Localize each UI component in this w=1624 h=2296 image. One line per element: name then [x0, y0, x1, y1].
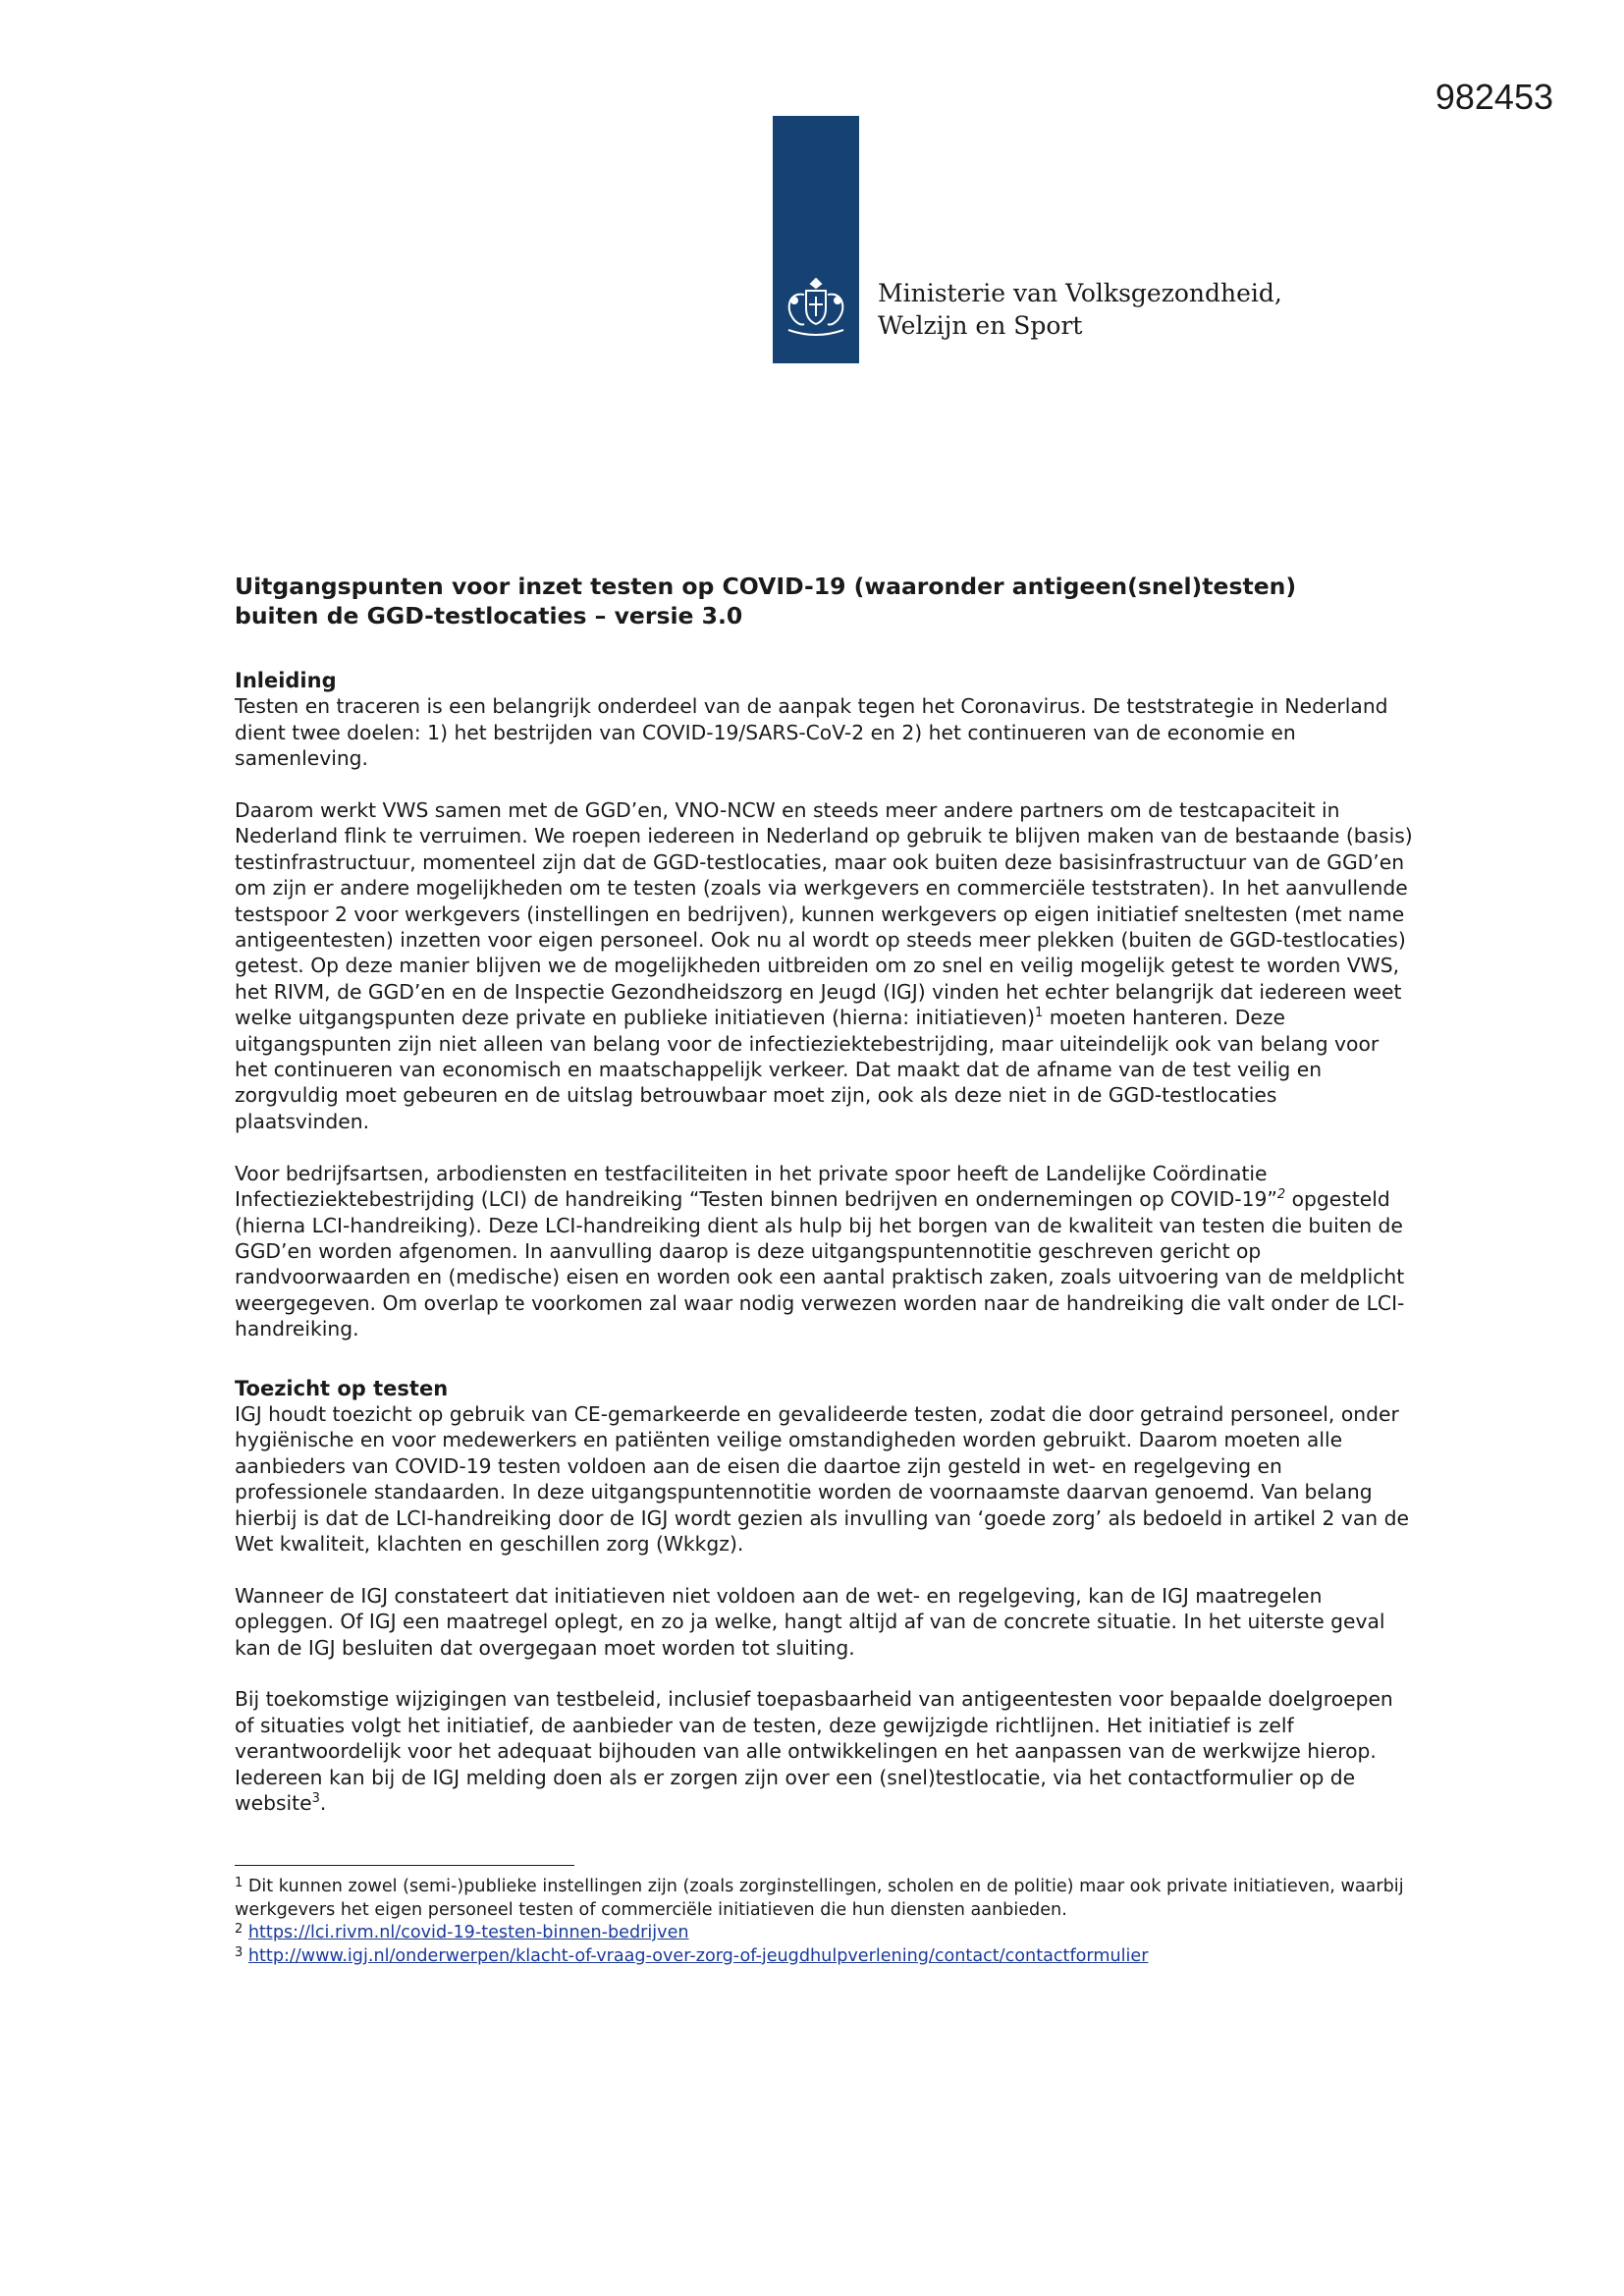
paragraph-intro-3-text-b: opgesteld (hierna LCI-handreiking). Deze LCI-handreiking dient als hulp bij het borgen van de kwaliteit van testen die buiten de GGD’en worden afgenomen. In aanvulling daarop is deze uitgangspuntennotitie geschreven gericht op randvoorwaarden en (medische) eisen en worden ook een aantal praktisch zaken, zoals uitvoering van de meldplicht weergegeven. Om overlap te voorkomen zal waar nodig verwezen worden naar de handreiking die valt onder de LCI-handreiking.	[235, 1187, 1405, 1341]
document-title	[235, 572, 1413, 630]
footnote-link-igj[interactable]: http://www.igj.nl/onderwerpen/klacht-of-vraag-over-zorg-of-jeugdhulpverlening/contact/contactformulier	[247, 1945, 1149, 1966]
document-title-line2: buiten de GGD-testlocaties – versie 3.0	[235, 602, 743, 629]
footnote-1	[235, 1876, 1413, 1922]
paragraph-supervision-3-text-b: .	[319, 1791, 327, 1815]
footnote-number: 1	[235, 1876, 244, 1890]
document-number: 982453	[1435, 77, 1553, 117]
coat-of-arms-icon	[777, 273, 855, 342]
footnote-link-lci[interactable]: https://lci.rivm.nl/covid-19-testen-binnen-bedrijven	[247, 1923, 689, 1942]
paragraph-intro-2	[235, 797, 1413, 1134]
footnote-3	[235, 1945, 1413, 1969]
ministry-name-line1: Ministerie van Volksgezondheid,	[878, 279, 1282, 307]
footnote-ref-2[interactable]: 2	[1276, 1187, 1286, 1203]
paragraph-supervision-1: IGJ houdt toezicht op gebruik van CE-gemarkeerde en gevalideerde testen, zodat die door getraind personeel, onder hygiënische en voor medewerkers en patiënten veilige omstandigheden worden gebruikt. Daarom moeten alle aanbieders van COVID-19 testen voldoen aan de eisen die daartoe zijn gesteld in wet- en regelgeving en professionele standaarden. In deze uitgangspuntennotitie worden de voornaamste daarvan genoemd. Van belang hierbij is dat de LCI-handreiking door de IGJ wordt gezien als invulling van ‘goede zorg’ als bedoeld in artikel 2 van de Wet kwaliteit, klachten en geschillen zorg (Wkkgz).	[235, 1401, 1409, 1556]
ministry-name	[878, 277, 1282, 342]
paragraph-intro-1: Testen en traceren is een belangrijk onderdeel van de aanpak tegen het Coronavirus. De teststrategie in Nederland dient twee doelen: 1) het bestrijden van COVID-19/SARS-CoV-2 en 2) het continueren van de economie en samenleving.	[235, 694, 1388, 771]
ministry-logo-bar	[773, 116, 859, 363]
paragraph-intro-2-text-a: Daarom werkt VWS samen met de GGD’en, VNO-NCW en steeds meer andere partners om de testcapaciteit in Nederland flink te verruimen. We roepen iedereen in Nederland op gebruik te blijven maken van de bestaande (basis) testinfrastructuur, momenteel zijn dat de GGD-testlocaties, maar ook buiten deze basisinfrastructuur van de GGD’en om zijn er andere mogelijkheden om te testen (zoals via werkgevers en commerciële teststraten). In het aanvullende testspoor 2 voor werkgevers (instellingen en bedrijven), kunnen werkgevers op eigen initiatief sneltesten (met name antigeentesten) inzetten voor eigen personeel. Ook nu al wordt op steeds meer plekken (buiten de GGD-testlocaties) getest. Op deze manier blijven we de mogelijkheden uitbreiden om zo snel en veilig mogelijk getest te worden VWS, het RIVM, de GGD’en en de Inspectie Gezondheidszorg en Jeugd (IGJ) vinden het echter belangrijk dat iedereen weet welke uitgangspunten deze private en publieke initiatieven (hierna: initiatieven)	[235, 798, 1413, 1030]
paragraph-supervision-3-text-a: Bij toekomstige wijzigingen van testbeleid, inclusief toepasbaarheid van antigeentesten voor bepaalde doelgroepen of situaties volgt het initiatief, de aanbieder van de testen, deze gewijzigde richtlijnen. Het initiatief is zelf verantwoordelijk voor het adequaat bijhouden van alle ontwikkelingen en het aanpassen van de werkwijze hierop. Iedereen kan bij de IGJ melding doen als er zorgen zijn over een (snel)testlocatie, via het contactformulier op de website	[235, 1687, 1393, 1815]
section-heading-toezicht: Toezicht op testen	[235, 1376, 449, 1400]
paragraph-intro-3-text-a: Voor bedrijfsartsen, arbodiensten en testfaciliteiten in het private spoor heeft de Landelijke Coördinatie Infectieziektebestrijding (LCI) de handreiking “Testen binnen bedrijven en ondernemingen op COVID-19”	[235, 1161, 1277, 1212]
footnote-ref-1[interactable]: 1	[1035, 1006, 1044, 1021]
paragraph-intro-2-text-b: moeten hanteren. Deze uitgangspunten zijn niet alleen van belang voor de infectieziektebestrijding, maar uiteindelijk ook van belang voor het continueren van economisch en maatschappelijk verkeer. Dat maakt dat de afname van de test veilig en zorgvuldig moet gebeuren en de uitslag betrouwbaar moet zijn, ook als deze niet in de GGD-testlocaties plaatsvinden.	[235, 1006, 1380, 1133]
footnote-number: 2	[235, 1922, 244, 1937]
footnote-number: 3	[235, 1944, 244, 1960]
section-heading-inleiding: Inleiding	[235, 669, 337, 692]
paragraph-supervision-2: Wanneer de IGJ constateert dat initiatieven niet voldoen aan de wet- en regelgeving, kan de IGJ maatregelen opleggen. Of IGJ een maatregel oplegt, en zo ja welke, hangt altijd af van de concrete situatie. In het uiterste geval kan de IGJ besluiten dat overgegaan moet worden tot sluiting.	[235, 1583, 1385, 1660]
document-body	[235, 572, 1413, 1842]
footnote-text: Dit kunnen zowel (semi-)publieke instellingen zijn (zoals zorginstellingen, scholen en de politie) maar ook private initiatieven, waarbij werkgevers het eigen personeel testen of commerciële initiatieven die hun diensten aanbieden.	[235, 1877, 1404, 1920]
footnotes	[235, 1876, 1413, 1968]
footnote-2	[235, 1922, 1413, 1945]
paragraph-supervision-3	[235, 1686, 1413, 1816]
document-title-line1: Uitgangspunten voor inzet testen op COVID-19 (waaronder antigeen(snel)testen)	[235, 573, 1297, 600]
ministry-name-line2: Welzijn en Sport	[878, 311, 1083, 340]
footnote-ref-3[interactable]: 3	[311, 1791, 320, 1806]
paragraph-intro-3	[235, 1161, 1413, 1342]
footnote-divider	[235, 1865, 574, 1866]
